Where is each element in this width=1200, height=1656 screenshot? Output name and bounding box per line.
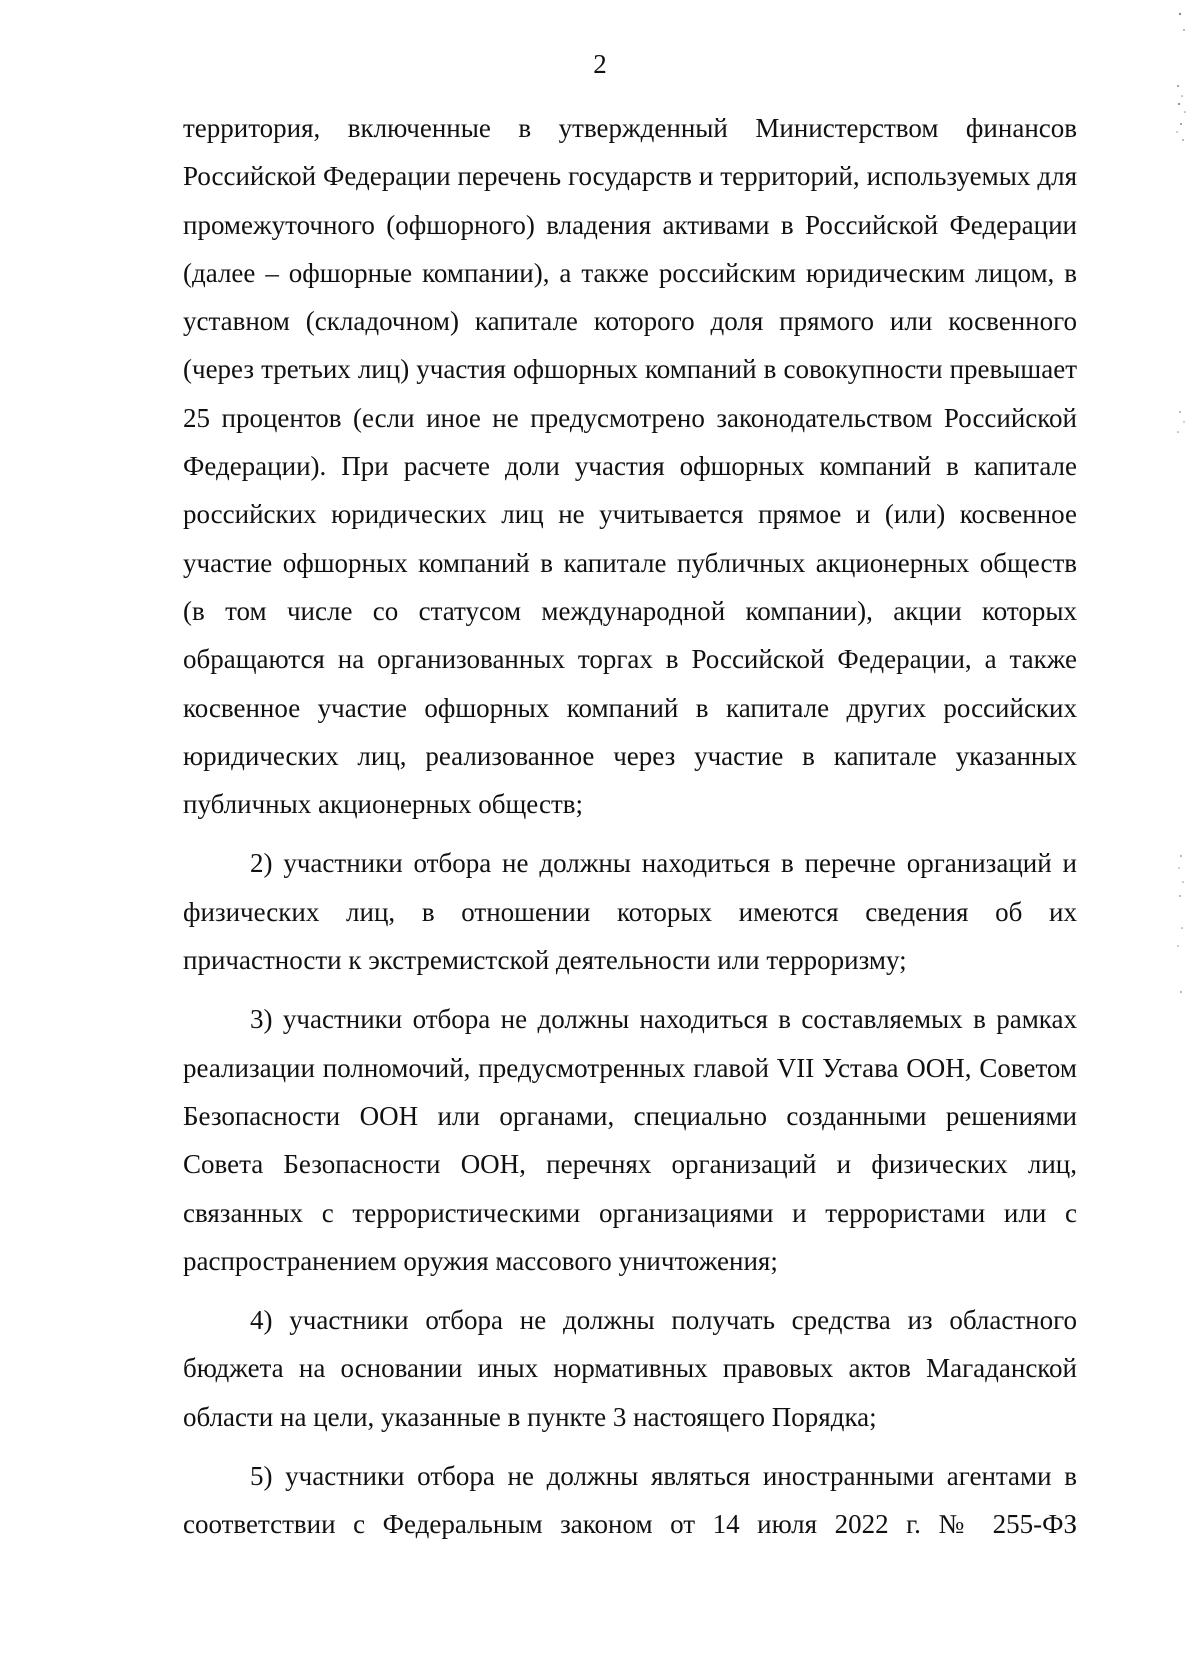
- scan-specks: [1160, 0, 1200, 1656]
- page-number: 2: [593, 49, 607, 79]
- paragraph-item-4: 4) участники отбора не должны получать средства из областного бюджета на основании иных нормативных правовых актов Магаданской области на цели, указанные в пункте 3 настоящего Порядка;: [183, 1305, 1077, 1432]
- paragraph-continuation: территория, включенные в утвержденный Министерством финансов Российской Федерации перечень государств и территорий, используемых для промежуточного (офшорного) владения активами в Российской Федерации (далее – офшорные компании), а также российским юридическим лицом, в уставном (складочном) капитале которого доля прямого или косвенного (через третьих лиц) участия офшорных компаний в совокупности превышает 25 процентов (если иное не предусмотрено законодательством Российской Федерации). При расчете доли участия офшорных компаний в капитале российских юридических лиц не учитывается прямое и (или) косвенное участие офшорных компаний в капитале публичных акционерных обществ (в том числе со статусом международной компании), акции которых обращаются на организованных торгах в Российской Федерации, а также косвенное участие офшорных компаний в капитале других российских юридических лиц, реализованное через участие в капитале указанных публичных акционерных обществ;: [183, 113, 1077, 820]
- paragraph-item-2: 2) участники отбора не должны находиться в перечне организаций и физических лиц, в отношении которых имеются сведения об их причастности к экстремистской деятельности или терроризму;: [183, 848, 1077, 976]
- paragraph-item-3: 3) участники отбора не должны находиться в составляемых в рамках реализации полномочий, предусмотренных главой VII Устава ООН, Советом Безопасности ООН или органами, специально созданными решениями Совета Безопасности ООН, перечнях организаций и физических лиц, связанных с террористическими организациями и террористами или с распространением оружия массового уничтожения;: [183, 1004, 1077, 1276]
- document-body: [183, 104, 1077, 1549]
- paragraph-item-5: 5) участники отбора не должны являться иностранными агентами в соответствии с Федеральным законом от 14 июля 2022 г. № 255-ФЗ: [183, 1461, 1077, 1540]
